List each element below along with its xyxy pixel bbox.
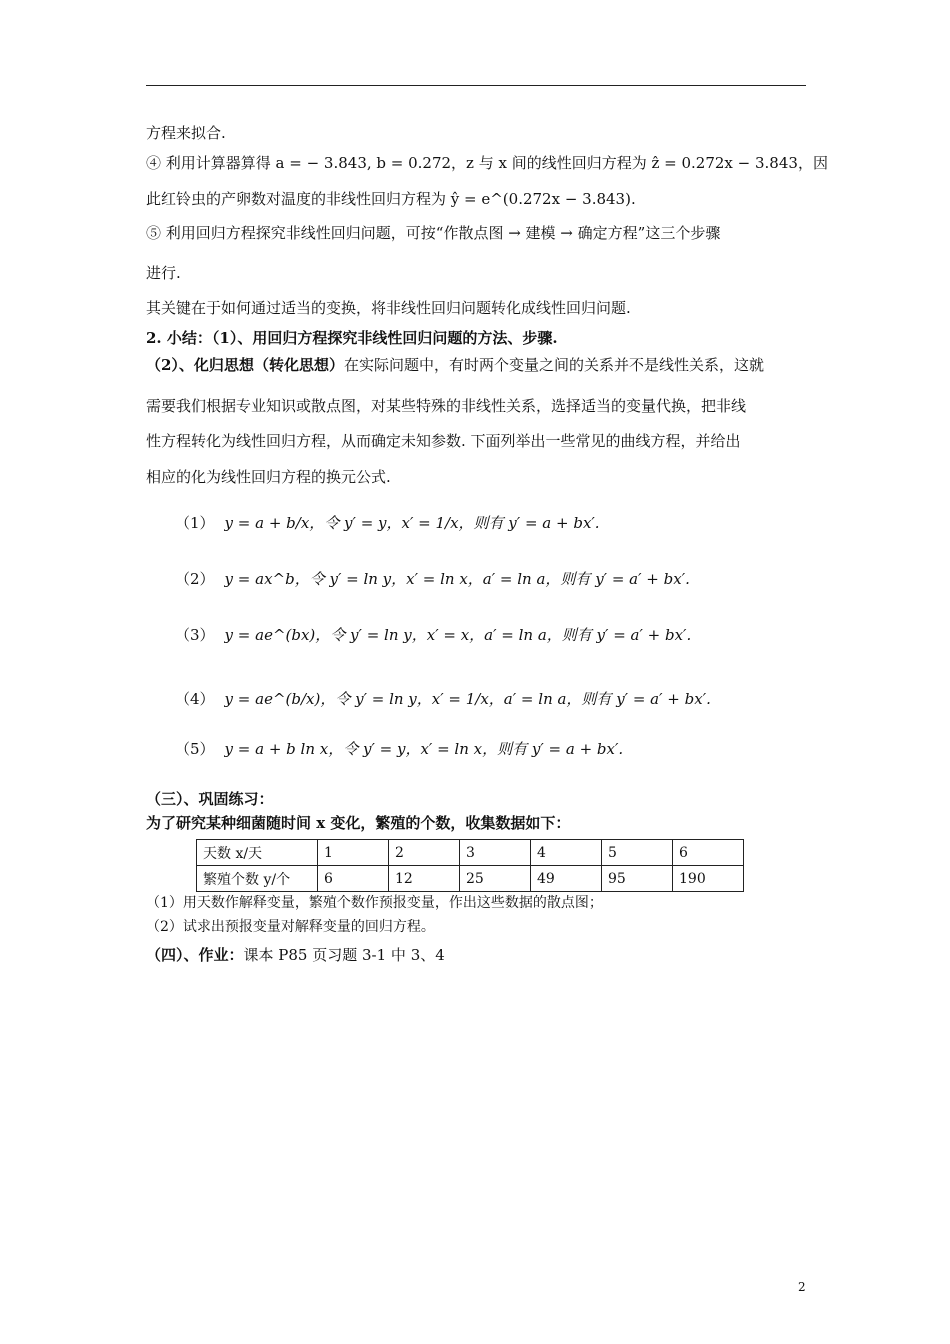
summary-p2-line-3: 性方程转化为线性回归方程，从而确定未知参数. 下面列举出一些常见的曲线方程，并给出 (146, 432, 741, 450)
exercise-question-1: （1）用天数作解释变量，繁殖个数作预报变量，作出这些数据的散点图； (146, 895, 603, 911)
formula-2: （2） y = ax^b，令 y′ = ln y，x′ = ln x，a′ = ln a，则有 y′ = a′ + bx′. (175, 570, 690, 588)
table-cell: 95 (602, 866, 673, 892)
homework-label: （四）、作业： (146, 946, 244, 964)
formula-5: （5） y = a + b ln x，令 y′ = y，x′ = ln x，则有 y′ = a + bx′. (175, 740, 624, 758)
table-cell: 6 (318, 866, 389, 892)
table-cell: 12 (389, 866, 460, 892)
table-row-count (197, 866, 744, 892)
summary-p2-line-2: 需要我们根据专业知识或散点图，对某些特殊的非线性关系，选择适当的变量代换，把非线 (146, 397, 747, 415)
table-cell: 1 (318, 840, 389, 866)
para-line-6: 其关键在于如何通过适当的变换，将非线性回归问题转化成线性回归问题. (146, 299, 631, 317)
summary-p2-text: 在实际问题中，有时两个变量之间的关系并不是线性关系，这就 (343, 356, 764, 374)
data-table (196, 839, 744, 892)
table-cell: 49 (531, 866, 602, 892)
table-cell-label: 繁殖个数 y/个 (197, 866, 318, 892)
table-row-days (197, 840, 744, 866)
summary-p2-line-4: 相应的化为线性回归方程的换元公式. (146, 468, 391, 486)
exercise-intro: 为了研究某种细菌随时间 x 变化，繁殖的个数，收集数据如下： (146, 814, 571, 832)
exercise-title: （三）、巩固练习： (146, 790, 274, 808)
table-cell: 190 (673, 866, 744, 892)
exercise-question-2: （2）试求出预报变量对解释变量的回归方程。 (146, 919, 435, 935)
formula-1: （1） y = a + b/x，令 y′ = y，x′ = 1/x，则有 y′ = a + bx′. (175, 514, 600, 532)
formula-4: （4） y = ae^(b/x)，令 y′ = ln y，x′ = 1/x，a′ = ln a，则有 y′ = a′ + bx′. (175, 690, 711, 708)
homework-line (146, 944, 445, 966)
formula-3: （3） y = ae^(bx)，令 y′ = ln y，x′ = x，a′ = ln a，则有 y′ = a′ + bx′. (175, 626, 692, 644)
para-line-3: 此红铃虫的产卵数对温度的非线性回归方程为 ŷ = e^(0.272x − 3.843). (146, 190, 636, 208)
summary-p2-lead: （2）、化归思想（转化思想） (146, 356, 344, 374)
para-line-4: ⑤ 利用回归方程探究非线性回归问题，可按“作散点图 → 建模 → 确定方程”这三个步骤 (146, 224, 721, 242)
summary-p2-line-1 (146, 354, 764, 376)
table-cell: 3 (460, 840, 531, 866)
para-line-2: ④ 利用计算器算得 a = − 3.843, b = 0.272，z 与 x 间的线性回归方程为 ẑ = 0.272x − 3.843，因 (146, 154, 828, 172)
page-number: 2 (798, 1280, 806, 1294)
header-rule (146, 85, 806, 86)
table-cell: 6 (673, 840, 744, 866)
table-cell: 5 (602, 840, 673, 866)
table-cell-label: 天数 x/天 (197, 840, 318, 866)
para-line-1: 方程来拟合. (146, 124, 226, 142)
table-cell: 25 (460, 866, 531, 892)
homework-text: 课本 P85 页习题 3-1 中 3、4 (243, 946, 445, 964)
para-line-5: 进行. (146, 264, 181, 282)
summary-title: 2. 小结：（1）、用回归方程探究非线性回归问题的方法、步骤. (146, 329, 558, 347)
table-cell: 4 (531, 840, 602, 866)
table-cell: 2 (389, 840, 460, 866)
